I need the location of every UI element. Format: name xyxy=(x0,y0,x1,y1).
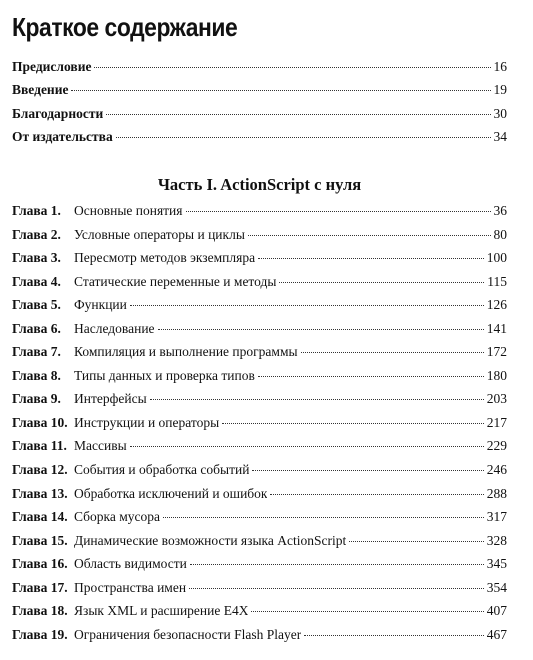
dot-leader xyxy=(349,541,483,542)
chapter-title: Компиляция и выполнение программы xyxy=(74,344,298,360)
chapter-number: Глава 12. xyxy=(12,462,68,478)
chapter-title: Инструкции и операторы xyxy=(74,414,220,430)
toc-entry xyxy=(12,106,507,129)
chapter-entry xyxy=(12,250,507,274)
chapter-number: Глава 13. xyxy=(12,485,68,501)
dot-leader xyxy=(106,114,490,115)
chapter-title: Основные понятия xyxy=(74,203,183,218)
chapter-number: Глава 4. xyxy=(12,273,61,289)
dot-leader xyxy=(258,258,484,259)
chapter-title: Язык XML и расширение E4X xyxy=(74,603,249,619)
page-number: 345 xyxy=(486,556,507,572)
chapter-title: Пересмотр методов экземпляра xyxy=(74,250,256,266)
chapter-entry xyxy=(12,509,507,533)
chapter-number: Глава 9. xyxy=(12,391,61,407)
page-title: Краткое содержание xyxy=(12,12,238,42)
chapter-list xyxy=(12,203,507,650)
chapter-number: Глава 18. xyxy=(12,603,68,619)
chapter-title: Массивы xyxy=(74,438,127,454)
chapter-title: Функции xyxy=(74,297,127,313)
dot-leader xyxy=(163,517,484,518)
page-number: 180 xyxy=(486,367,507,383)
chapter-title: Динамические возможности языка ActionScript xyxy=(74,532,347,548)
toc-entry xyxy=(12,59,507,82)
dot-leader xyxy=(150,399,484,400)
page-number: 229 xyxy=(486,438,507,454)
chapter-entry xyxy=(12,297,507,321)
page-number: 19 xyxy=(493,82,507,98)
page-number: 354 xyxy=(486,579,507,595)
chapter-entry xyxy=(12,603,507,627)
chapter-entry xyxy=(12,580,507,604)
page-number: 115 xyxy=(487,273,507,289)
entry-label: Предисловие xyxy=(12,59,92,74)
dot-leader xyxy=(248,235,491,236)
chapter-entry xyxy=(12,321,507,345)
chapter-title: Наследование xyxy=(74,320,155,336)
chapter-title: Условные операторы и циклы xyxy=(74,226,245,242)
chapter-number: Глава 6. xyxy=(12,320,61,336)
toc-entry xyxy=(12,82,507,105)
page-number: 203 xyxy=(486,391,507,407)
page-number: 317 xyxy=(486,509,507,525)
dot-leader xyxy=(190,564,484,565)
chapter-entry xyxy=(12,627,507,651)
chapter-title: Пространства имен xyxy=(74,579,187,595)
chapter-entry xyxy=(12,533,507,557)
chapter-number: Глава 19. xyxy=(12,626,68,642)
dot-leader xyxy=(270,494,483,495)
dot-leader xyxy=(116,137,491,138)
dot-leader xyxy=(186,211,491,212)
chapter-entry xyxy=(12,227,507,251)
dot-leader xyxy=(130,305,484,306)
page-number: 100 xyxy=(486,250,507,266)
page-number: 467 xyxy=(486,626,507,642)
entry-label: Благодарности xyxy=(12,105,104,121)
page-number: 328 xyxy=(486,532,507,548)
chapter-number: Глава 16. xyxy=(12,556,68,572)
chapter-entry xyxy=(12,391,507,415)
chapter-number: Глава 14. xyxy=(12,509,68,525)
entry-label: От издательства xyxy=(12,128,113,144)
dot-leader xyxy=(158,329,484,330)
toc-entry xyxy=(12,129,507,152)
chapter-number: Глава 10. xyxy=(12,414,68,430)
chapter-entry xyxy=(12,486,507,510)
dot-leader xyxy=(189,588,484,589)
chapter-title: Интерфейсы xyxy=(74,391,147,407)
chapter-number: Глава 7. xyxy=(12,344,61,360)
chapter-number: Глава 3. xyxy=(12,250,61,266)
dot-leader xyxy=(222,423,484,424)
page-number: 30 xyxy=(493,105,507,121)
dot-leader xyxy=(94,67,490,68)
dot-leader xyxy=(279,282,484,283)
dot-leader xyxy=(252,470,483,471)
chapter-title: Типы данных и проверка типов xyxy=(74,367,255,383)
chapter-entry xyxy=(12,556,507,580)
chapter-entry xyxy=(12,344,507,368)
dot-leader xyxy=(251,611,483,612)
chapter-number: Глава 8. xyxy=(12,367,61,383)
page-number: 288 xyxy=(486,485,507,501)
chapter-title: Статические переменные и методы xyxy=(74,273,277,289)
chapter-title: Обработка исключений и ошибок xyxy=(74,485,268,501)
page-number: 141 xyxy=(486,320,507,336)
front-matter-list xyxy=(12,59,507,152)
chapter-entry xyxy=(12,438,507,462)
dot-leader xyxy=(304,635,483,636)
page-number: 80 xyxy=(493,226,507,242)
page-number: 407 xyxy=(486,603,507,619)
chapter-number: Глава 2. xyxy=(12,226,61,242)
chapter-entry xyxy=(12,368,507,392)
chapter-entry xyxy=(12,274,507,298)
page-number: 126 xyxy=(486,297,507,313)
part-heading: Часть I. ActionScript с нуля xyxy=(157,175,362,194)
entry-label: Введение xyxy=(12,82,69,98)
chapter-entry xyxy=(12,415,507,439)
chapter-title: События и обработка событий xyxy=(74,462,250,478)
page-number: 217 xyxy=(486,414,507,430)
dot-leader xyxy=(258,376,484,377)
chapter-number: Глава 5. xyxy=(12,297,61,313)
page-number: 36 xyxy=(493,203,507,218)
chapter-number: Глава 15. xyxy=(12,532,68,548)
chapter-entry xyxy=(12,462,507,486)
page-number: 172 xyxy=(486,344,507,360)
chapter-title: Ограничения безопасности Flash Player xyxy=(74,626,302,642)
dot-leader xyxy=(130,446,484,447)
dot-leader xyxy=(71,90,490,91)
page-number: 16 xyxy=(493,59,507,74)
page-number: 34 xyxy=(493,128,507,144)
chapter-number: Глава 17. xyxy=(12,579,68,595)
chapter-number: Глава 11. xyxy=(12,438,67,454)
chapter-title: Область видимости xyxy=(74,556,187,572)
chapter-title: Сборка мусора xyxy=(74,509,161,525)
chapter-entry xyxy=(12,203,507,227)
page-number: 246 xyxy=(486,462,507,478)
chapter-number: Глава 1. xyxy=(12,203,61,218)
dot-leader xyxy=(301,352,484,353)
